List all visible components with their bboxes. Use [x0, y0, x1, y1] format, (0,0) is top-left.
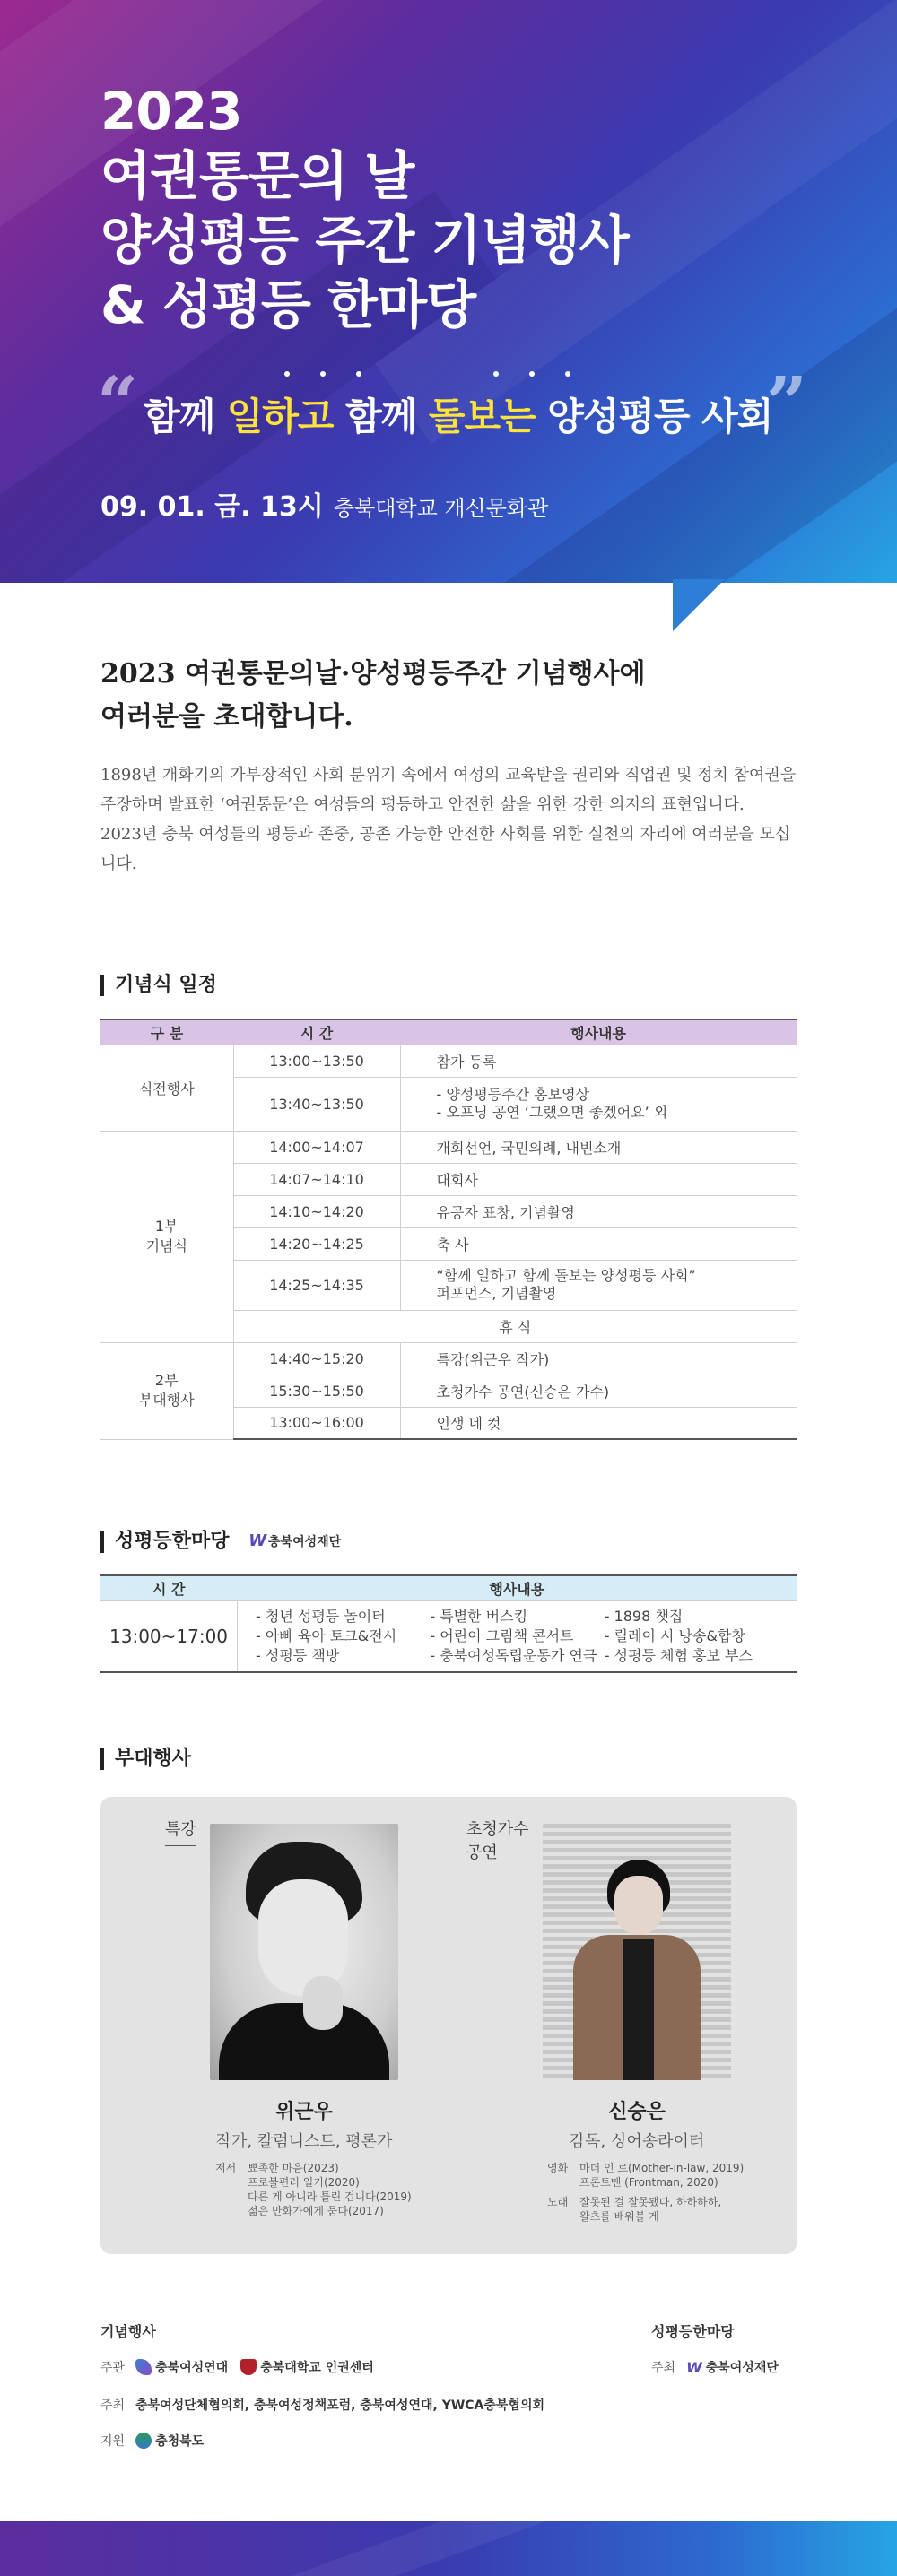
speaker-photo	[210, 1824, 398, 2080]
group-cell: 2부 부대행사	[100, 1342, 233, 1439]
singer-songs	[547, 2195, 721, 2224]
emphasis-dot	[320, 371, 326, 377]
content-line: 개회선언, 국민의례, 내빈소개	[436, 1139, 622, 1157]
host-label: 주관	[100, 2361, 126, 2375]
title-line: 양성평등 주간 기념행사	[100, 210, 629, 271]
group-cell: 식전행사	[100, 1045, 233, 1131]
paragraph: 2023년 충북 여성들의 평등과 존중, 공존 가능한 안전한 사회를 위한 실천의 자리에 여러분을 모십니다.	[100, 825, 791, 873]
activity-item: - 어린이 그림책 콘서트	[430, 1626, 574, 1644]
open-quote-icon: “	[97, 360, 139, 445]
singer-role: 감독, 싱어송라이터	[569, 2132, 705, 2151]
activity-item: - 성평등 체험 홍보 부스	[604, 1646, 753, 1664]
tag-line: 공연	[466, 1843, 498, 1862]
concert-tag	[466, 1818, 529, 1869]
time-cell: 13:00~13:50	[233, 1045, 400, 1077]
footer-bar	[0, 2521, 897, 2576]
hero-notch	[673, 579, 725, 631]
activity-item: - 1898 챗집	[604, 1607, 684, 1625]
footer-festival-heading: 성평등한마당	[651, 2323, 735, 2340]
col-header: 시 간	[233, 1019, 400, 1045]
photo-shape	[623, 1939, 654, 2080]
slogan-highlight: 돌보는	[428, 395, 536, 438]
activity-item: - 충북여성독립운동가 연극	[430, 1646, 597, 1664]
org-name: 충북여성재단	[705, 2361, 779, 2375]
festival-host-row	[651, 2358, 791, 2376]
detail-values	[579, 2161, 744, 2190]
host-org	[135, 2358, 228, 2376]
decor-stripe	[276, 2428, 710, 2576]
content-line: 인생 네 컷	[436, 1415, 501, 1433]
bird-logo-icon	[135, 2359, 152, 2375]
org-name: 충북여성연대	[155, 2361, 229, 2375]
heading-line: 여러분을 초대합니다.	[100, 701, 353, 733]
close-quote-icon: ”	[766, 360, 808, 445]
time-cell: 15:30~15:50	[233, 1375, 400, 1407]
detail-values	[248, 2161, 412, 2218]
time-cell: 13:40~13:50	[233, 1077, 400, 1131]
time-cell: 14:25~14:35	[233, 1260, 400, 1310]
content-line: 초청가수 공연(신승은 가수)	[436, 1383, 610, 1401]
support-org	[135, 2432, 204, 2450]
support-row	[100, 2432, 216, 2450]
invitation-body	[100, 760, 797, 879]
organizer-list: 충북여성단체협의회, 충북여성정책포럼, 충북여성연대, YWCA충북협의회	[135, 2398, 544, 2413]
org-name: 충북대학교 인권센터	[260, 2361, 374, 2375]
content-cell	[400, 1375, 797, 1407]
singer-films	[547, 2161, 744, 2190]
slogan-text	[144, 387, 772, 441]
table-row	[100, 1600, 797, 1672]
host-row	[100, 2358, 387, 2376]
foundation-logo	[248, 1531, 341, 1553]
emphasis-dot	[356, 371, 361, 377]
event-place: 충북대학교 개신문화관	[333, 496, 549, 521]
festival-table	[100, 1574, 797, 1673]
content-line: “함께 일하고 함께 돌보는 양성평등 사회”	[436, 1267, 696, 1284]
content-cell	[400, 1227, 797, 1260]
content-cell	[400, 1260, 797, 1310]
detail-label: 노래	[547, 2196, 569, 2208]
photo-shape	[303, 1976, 343, 2030]
w-logo-icon: W	[248, 1531, 267, 1550]
activity-columns	[247, 1601, 788, 1671]
group-cell: 1부 기념식	[100, 1131, 233, 1342]
title-line: & 성평등 한마당	[100, 274, 476, 335]
col-header: 시 간	[100, 1575, 238, 1600]
emphasis-dot	[493, 371, 499, 377]
emphasis-dot	[529, 371, 535, 377]
slogan-part: 양성평등 사회	[535, 395, 773, 438]
slogan-part: 함께	[144, 395, 227, 438]
detail-label: 저서	[215, 2162, 237, 2174]
content-line: 축 사	[436, 1236, 469, 1253]
activity-column	[605, 1607, 779, 1666]
detail-label: 영화	[547, 2162, 569, 2174]
detail-item: 왈츠를 배워볼 게	[579, 2210, 659, 2223]
organizer-label: 주최	[100, 2398, 126, 2413]
organizer-row	[100, 2396, 557, 2414]
title-line: 여권통문의 날	[100, 145, 414, 206]
detail-values	[579, 2195, 721, 2224]
hero-banner	[0, 0, 897, 583]
time-cell: 13:00~17:00	[100, 1600, 238, 1672]
content-cell	[400, 1163, 797, 1195]
host-label: 주최	[651, 2361, 676, 2375]
footer-ceremony-heading: 기념행사	[100, 2323, 156, 2340]
activity-item: - 성평등 책방	[256, 1646, 340, 1664]
emphasis-dot	[565, 371, 570, 377]
col-header: 행사내용	[238, 1575, 797, 1600]
slogan-part: 함께	[333, 395, 429, 438]
shield-logo-icon	[240, 2359, 257, 2375]
event-datetime	[100, 484, 548, 524]
detail-item: 프로불편러 일기(2020)	[248, 2176, 360, 2189]
lecture-tag: 특강	[165, 1818, 196, 1846]
content-line: 참가 등록	[436, 1053, 497, 1071]
activity-column	[430, 1607, 604, 1666]
table-row	[100, 1342, 797, 1375]
tag-line: 초청가수	[466, 1820, 529, 1839]
support-label: 지원	[100, 2434, 126, 2449]
emphasis-dots	[100, 371, 800, 380]
time-cell: 13:00~16:00	[233, 1407, 400, 1439]
w-logo-icon: W	[686, 2359, 702, 2376]
detail-item: 뾰족한 마음(2023)	[248, 2162, 339, 2174]
content-line: 퍼포먼스, 기념촬영	[436, 1285, 557, 1302]
chungbuk-logo-icon	[135, 2433, 152, 2449]
content-cell	[238, 1600, 797, 1672]
host-org	[686, 2358, 779, 2376]
time-cell: 14:07~14:10	[233, 1163, 400, 1195]
activity-item: - 청년 성평등 놀이터	[256, 1607, 386, 1625]
content-line: 특강(위근우 작가)	[436, 1350, 550, 1368]
activity-column	[256, 1607, 430, 1666]
col-header: 행사내용	[400, 1019, 797, 1045]
host-org	[240, 2358, 374, 2376]
table-row	[100, 1045, 797, 1077]
time-cell: 14:20~14:25	[233, 1227, 400, 1260]
activity-item: - 아빠 육아 토크&전시	[256, 1626, 397, 1644]
time-cell: 14:10~14:20	[233, 1195, 400, 1227]
detail-item: 마더 인 로(Mother-in-law, 2019)	[579, 2162, 745, 2174]
time-cell: 14:40~15:20	[233, 1342, 400, 1375]
singer-name: 신승은	[608, 2101, 666, 2123]
activity-item: - 릴레이 시 낭송&합창	[604, 1626, 745, 1644]
heading-line: 2023 여권통문의날·양성평등주간 기념행사에	[100, 658, 646, 690]
break-cell: 휴 식	[233, 1310, 797, 1342]
content-line: - 오프닝 공연 ‘그랬으면 좋겠어요’ 외	[436, 1104, 668, 1121]
slogan	[97, 360, 808, 448]
detail-item: 다른 게 아니라 틀린 겁니다(2019)	[248, 2190, 412, 2203]
side-events-heading: 부대행사	[100, 1748, 191, 1770]
speaker-role: 작가, 칼럼니스트, 평론가	[215, 2132, 393, 2151]
content-cell	[400, 1342, 797, 1375]
content-line: 유공자 표창, 기념촬영	[436, 1203, 575, 1221]
logo-text: 충북여성재단	[268, 1535, 342, 1549]
speaker-name: 위근우	[275, 2101, 333, 2123]
org-name: 충청북도	[155, 2434, 205, 2449]
emphasis-dot	[284, 371, 290, 377]
content-line: 대회사	[436, 1171, 478, 1189]
detail-item: 잘못된 걸 잘못됐다, 하하하하,	[579, 2196, 722, 2208]
speaker-books	[215, 2161, 412, 2218]
content-cell	[400, 1131, 797, 1163]
event-title	[100, 79, 629, 337]
schedule-table	[100, 1019, 797, 1440]
content-cell	[400, 1407, 797, 1439]
content-cell	[400, 1045, 797, 1077]
paragraph: 1898년 개화기의 가부장적인 사회 분위기 속에서 여성의 교육받을 권리와 직업권 및 정치 참여권을 주장하며 발표한 ‘여권통문’은 여성들의 평등하고 안전한 삶을 위한 강한 의지의 표현입니다.	[100, 766, 797, 814]
activity-item: - 특별한 버스킹	[430, 1607, 528, 1625]
content-cell	[400, 1077, 797, 1131]
content-line: - 양성평등주간 홍보영상	[436, 1086, 590, 1103]
title-line: 2023	[100, 81, 242, 142]
content-cell	[400, 1195, 797, 1227]
slogan-highlight: 일하고	[226, 395, 334, 438]
time-cell: 14:00~14:07	[233, 1131, 400, 1163]
festival-heading	[100, 1531, 341, 1553]
detail-item: 젊은 만화가에게 묻다(2017)	[248, 2205, 384, 2217]
col-header: 구 분	[100, 1019, 233, 1045]
invitation-heading	[100, 653, 646, 739]
event-date: 09. 01. 금. 13시	[100, 491, 324, 523]
festival-heading-text: 성평등한마당	[115, 1530, 230, 1553]
detail-item: 프론트맨 (Frontman, 2020)	[579, 2176, 718, 2189]
schedule-heading: 기념식 일정	[100, 975, 217, 996]
singer-photo	[543, 1824, 731, 2080]
table-row	[100, 1131, 797, 1163]
photo-shape	[614, 1876, 663, 1935]
